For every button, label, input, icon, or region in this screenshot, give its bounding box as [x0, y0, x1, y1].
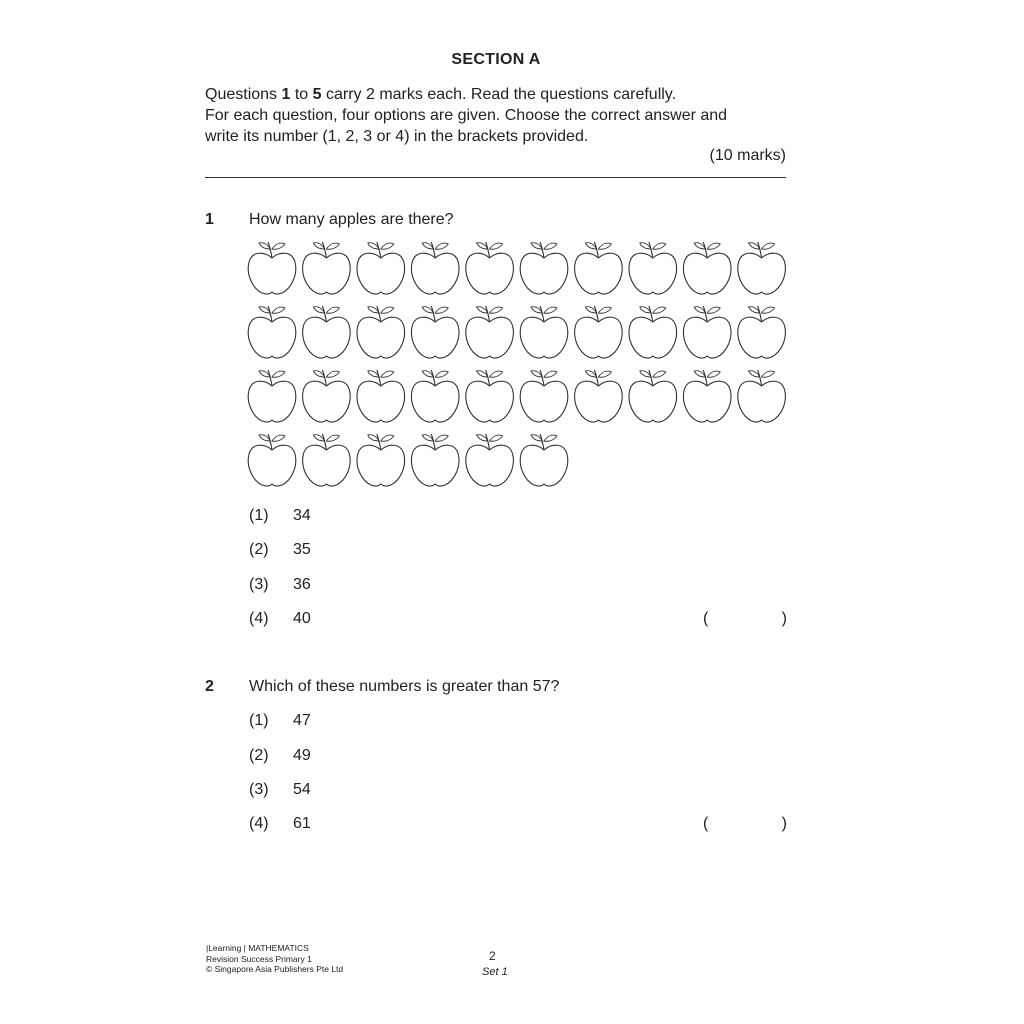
option-label: (2) [249, 747, 269, 764]
apple-icon [411, 434, 459, 486]
instructions-bold-number: 5 [312, 86, 322, 103]
option-value: 36 [293, 576, 311, 593]
apple-icon [520, 306, 568, 358]
question-2-option-4[interactable] [249, 815, 311, 833]
question-1-text: How many apples are there? [249, 211, 454, 228]
instructions-line-1 [205, 84, 790, 105]
apple-icon [683, 370, 731, 422]
total-marks: (10 marks) [709, 147, 786, 164]
option-value: 49 [293, 747, 311, 764]
bracket-open: ( [703, 610, 709, 627]
apple-icon [303, 434, 351, 486]
question-2-option-3[interactable] [249, 781, 311, 799]
instructions [205, 84, 790, 147]
question-1-option-1[interactable] [249, 507, 311, 525]
question-2-answer-bracket[interactable] [703, 815, 787, 833]
instructions-line-2: For each question, four options are given. Choose the correct answer and [205, 107, 728, 124]
instructions-text: carry 2 marks each. Read the questions carefully. [321, 86, 677, 103]
option-label: (4) [249, 610, 269, 627]
apple-icon [466, 306, 514, 358]
footer-line: Revision Success Primary 1 [206, 953, 312, 964]
footer-publisher-info [206, 943, 343, 975]
question-2-number: 2 [205, 678, 214, 695]
question-1-option-4[interactable] [249, 610, 311, 628]
bracket-close: ) [781, 815, 787, 832]
apples-illustration [246, 238, 791, 493]
option-label: (4) [249, 815, 269, 832]
apple-icon [738, 370, 786, 422]
footer-line: © Singapore Asia Publishers Pte Ltd [206, 964, 344, 974]
apple-icon [411, 242, 459, 294]
apple-icon [575, 370, 623, 422]
apple-icon [248, 242, 296, 294]
option-label: (1) [249, 507, 269, 524]
bracket-close: ) [781, 610, 787, 627]
apple-icon [303, 242, 351, 294]
apple-icon [411, 306, 459, 358]
apple-icon [629, 306, 677, 358]
apple-icon [303, 306, 351, 358]
apple-icon [248, 306, 296, 358]
apple-icon [466, 370, 514, 422]
instructions-text: Questions [205, 86, 282, 103]
question-1-number: 1 [205, 211, 214, 228]
apple-icon [357, 434, 405, 486]
option-label: (3) [249, 781, 269, 798]
option-value: 54 [293, 781, 311, 798]
option-label: (3) [249, 576, 269, 593]
option-label: (2) [249, 541, 269, 558]
question-2-option-2[interactable] [249, 747, 311, 765]
apple-icon [629, 370, 677, 422]
apple-icon [520, 242, 568, 294]
section-title: SECTION A [451, 51, 541, 68]
footer-line: |Learning | MATHEMATICS [206, 943, 309, 953]
apple-icon [466, 434, 514, 486]
apple-icon [357, 370, 405, 422]
question-2-option-1[interactable] [249, 712, 311, 730]
option-value: 47 [293, 712, 311, 729]
apple-icon [357, 306, 405, 358]
instructions-line-3: write its number (1, 2, 3 or 4) in the brackets provided. [205, 128, 589, 145]
apple-icon [738, 242, 786, 294]
apple-icon [248, 434, 296, 486]
set-label: Set 1 [482, 966, 508, 978]
bracket-open: ( [703, 815, 709, 832]
apple-icon [575, 242, 623, 294]
apple-icon [357, 242, 405, 294]
apple-icon [683, 306, 731, 358]
question-1-option-2[interactable] [249, 541, 311, 559]
apple-icon [738, 306, 786, 358]
instructions-bold-number: 1 [281, 86, 291, 103]
apple-icon [520, 434, 568, 486]
apple-icon [466, 242, 514, 294]
option-value: 40 [293, 610, 311, 627]
question-1-option-3[interactable] [249, 576, 311, 594]
option-value: 34 [293, 507, 311, 524]
apple-icon [520, 370, 568, 422]
option-value: 35 [293, 541, 311, 558]
page-number: 2 [489, 949, 496, 963]
apple-icon [248, 370, 296, 422]
apple-icon [629, 242, 677, 294]
apple-icon [575, 306, 623, 358]
question-1-answer-bracket[interactable] [703, 610, 787, 628]
apple-icon [411, 370, 459, 422]
apple-icon [303, 370, 351, 422]
question-2-text: Which of these numbers is greater than 57? [249, 678, 560, 695]
option-value: 61 [293, 815, 311, 832]
apple-icon [683, 242, 731, 294]
divider [205, 177, 786, 178]
option-label: (1) [249, 712, 269, 729]
instructions-text: to [290, 86, 313, 103]
